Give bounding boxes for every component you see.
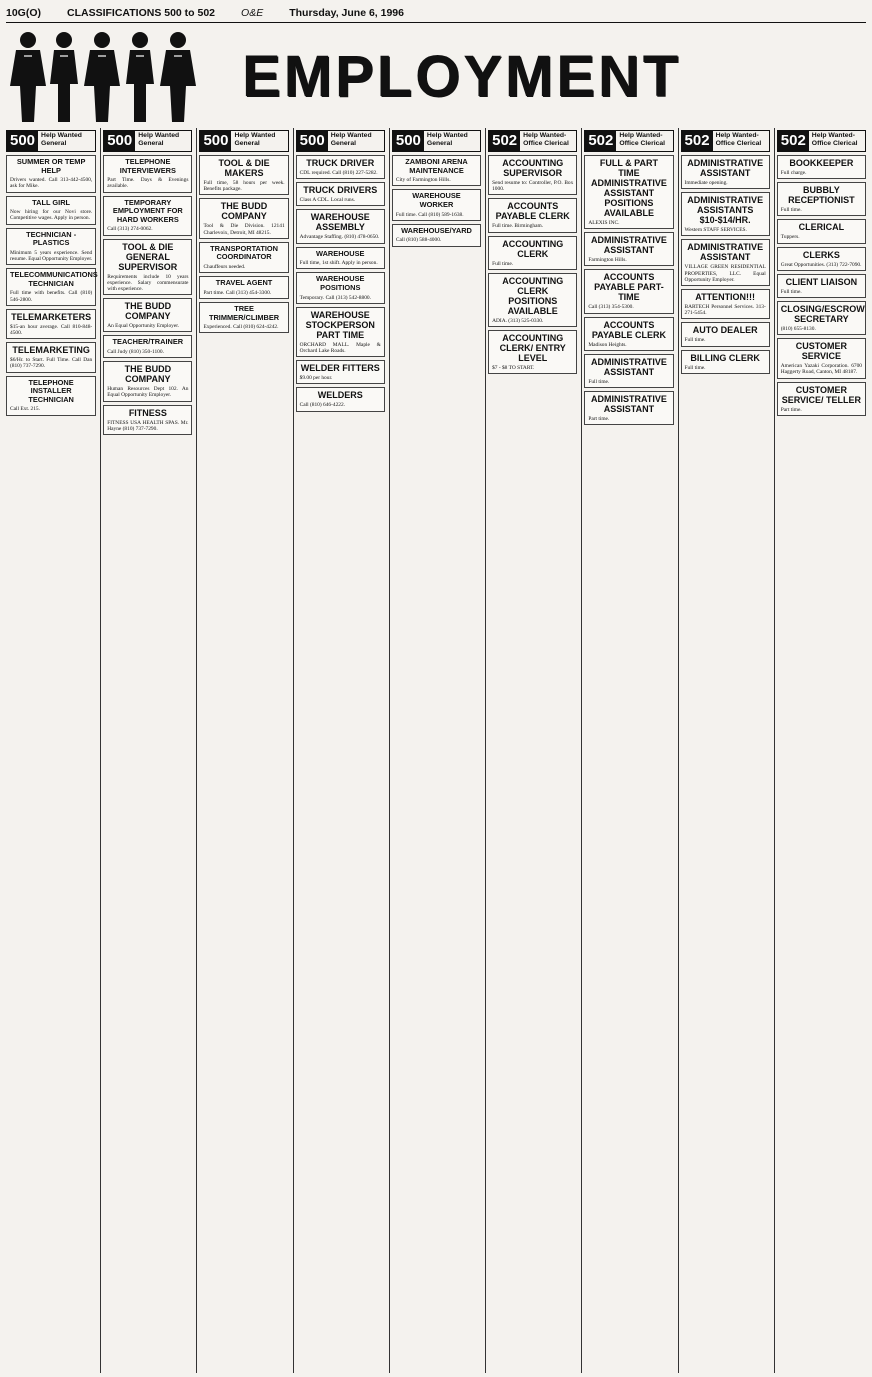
ad-body: Chauffeurs needed. [203, 264, 246, 270]
section-label: Help Wanted-Office Clerical [619, 132, 666, 147]
ad-body: Great Opportunities. (313) 722-7090. [780, 261, 862, 268]
classified-ad [199, 276, 288, 299]
ad-body: Call Judy (810) 350-1100. [107, 348, 164, 355]
ad-body: Full time with benefits. Call (810) 546-2800. [10, 290, 93, 303]
ad-body: Minimum 5 years experience. Send resume. Equal Opportunity Employer. [10, 249, 93, 262]
ad-title: TALL GIRL [32, 197, 71, 207]
classified-ad [392, 224, 481, 247]
classified-ad [296, 155, 385, 179]
section-label: Help Wanted-Office Clerical [523, 132, 569, 147]
classified-ad [6, 309, 96, 339]
ad-body: Advantage Staffing. (810) 478-0650. [299, 234, 380, 241]
ad-title: TELEMARKETING [12, 345, 90, 356]
classified-ad [296, 360, 385, 384]
classifications-range: CLASSIFICATIONS 500 to 502 [67, 7, 216, 19]
classified-ad [6, 342, 96, 372]
ad-body: Madison Heights. [588, 341, 627, 348]
ad-title: CLOSING/ESCROW SECRETARY [780, 304, 865, 325]
classified-ad [681, 192, 770, 236]
ad-title: TRUCK DRIVER [306, 158, 375, 168]
ad-body: An Equal Opportunity Employer. [107, 323, 180, 330]
ad-body: VILLAGE GREEN RESIDENTIAL PROPERTIES, LLC. Equal Opportunity Employer. [684, 264, 766, 283]
ad-body: Full time, 58 hours per week. Benefits package. [203, 180, 285, 193]
classified-column [100, 128, 194, 1373]
ad-body: Part time. Call (313) 454-3300. [203, 289, 272, 296]
employment-banner [6, 26, 866, 126]
classified-ad [681, 239, 770, 286]
classified-ad [681, 155, 770, 189]
classified-ad [681, 350, 770, 374]
classified-ad [296, 387, 385, 411]
classified-ad [488, 236, 577, 270]
ad-body: ORCHARD MALL. Maple & Orchard Lake Roads. [299, 341, 381, 354]
ad-body: FITNESS USA HEALTH SPAS. Mr. Hayne (810) 737-7290. [107, 419, 189, 432]
ad-title: ATTENTION!!! [695, 292, 756, 303]
classified-ad [488, 330, 577, 374]
ad-title: ACCOUNTING CLERK/ ENTRY LEVEL [499, 333, 566, 364]
section-label: Help Wanted General [41, 132, 82, 147]
ad-title: ADMINISTRATIVE ASSISTANT [591, 356, 667, 377]
section-number: 502 [778, 131, 809, 151]
ad-title: ACCOUNTS PAYABLE CLERK [591, 319, 667, 340]
classified-ad [296, 272, 385, 303]
ad-body: Now hiring for our Novi store. Competitive wages. Apply in person. [10, 209, 93, 222]
ad-body: Full time. [780, 207, 802, 214]
ad-title: BILLING CLERK [690, 352, 760, 363]
ad-body: Call (313) 274-0062. [107, 226, 153, 233]
ad-title: CUSTOMER SERVICE/ TELLER [781, 384, 862, 405]
ad-body: Drivers wanted. Call 313-442-4500, ask for Mike. [10, 177, 93, 190]
section-number: 500 [297, 131, 328, 151]
ad-body: $6/Hr. to Start. Full Time. Call Dan (810) 737-7290. [10, 357, 93, 370]
ad-title: THE BUDD COMPANY [124, 364, 172, 385]
classified-ad [777, 382, 866, 416]
ad-body: Call (810) 588-4000. [395, 237, 442, 244]
ad-title: ACCOUNTS PAYABLE PART-TIME [594, 272, 664, 303]
classified-ad [392, 189, 481, 220]
ad-title: FULL & PART TIME ADMINISTRATIVE ASSISTANT POSITIONS AVAILABLE [591, 158, 667, 218]
classified-ad [6, 268, 96, 306]
ad-title: WAREHOUSE [316, 248, 365, 258]
classified-ad [777, 301, 866, 335]
classified-ad [488, 273, 577, 327]
ad-body: Requirements include 10 years experience. Salary commensurate with experience. [107, 273, 189, 292]
classified-ad [103, 239, 192, 296]
classified-ad [103, 155, 192, 193]
classified-ad [488, 155, 577, 195]
ad-title: CLERKS [802, 249, 840, 260]
ad-body: Full charge. [780, 170, 807, 176]
section-header [199, 130, 288, 152]
ad-title: WAREHOUSE ASSEMBLY [310, 212, 370, 233]
classified-ad [6, 228, 96, 266]
classified-ad [103, 196, 192, 236]
ad-body: Full time, 1st shift. Apply in person. [299, 260, 378, 267]
ad-body: $7 - $8 TO START. [492, 365, 535, 372]
ad-body: $9.00 per hour. [299, 375, 333, 382]
classified-column [485, 128, 579, 1373]
ad-title: ACCOUNTING CLERK POSITIONS AVAILABLE [502, 275, 564, 316]
publication-name: O&E [241, 7, 264, 19]
ad-title: BOOKKEEPER [789, 158, 854, 168]
ad-body: CDL required. Call (810) 227-5282. [299, 170, 378, 176]
classified-ad [296, 209, 385, 243]
ad-title: WAREHOUSE WORKER [412, 191, 461, 209]
ad-title: TEACHER/TRAINER [112, 337, 184, 347]
ad-body: City of Farmington Hills. [395, 177, 451, 184]
section-number: 500 [7, 131, 38, 151]
classified-ad [199, 242, 288, 273]
classified-ad [392, 155, 481, 186]
ad-title: CUSTOMER SERVICE [795, 341, 848, 362]
classified-ad [296, 307, 385, 357]
ad-title: ADMINISTRATIVE ASSISTANT [687, 158, 764, 178]
classified-ad [777, 219, 866, 243]
section-number: 500 [200, 131, 231, 151]
classified-ad [777, 274, 866, 298]
classified-ad [103, 361, 192, 401]
classified-ad [103, 335, 192, 358]
ad-body: Full time. [684, 337, 706, 344]
banner-title: EMPLOYMENT [242, 43, 682, 109]
classified-ad [103, 298, 192, 332]
section-label: Help Wanted General [234, 132, 276, 147]
ad-title: SUMMER OR TEMP HELP [16, 157, 86, 175]
ad-body: Full time. Birmingham. [492, 223, 544, 230]
ad-title: TELECOMMUNICATIONS TECHNICIAN [10, 270, 98, 288]
section-label: Help Wanted General [426, 132, 468, 147]
ad-title: ADMINISTRATIVE ASSISTANT [687, 242, 764, 263]
section-header [103, 130, 192, 152]
classified-column [581, 128, 675, 1373]
ad-title: TREE TRIMMER/CLIMBER [208, 304, 280, 322]
classified-ad [6, 155, 96, 193]
classified-column [389, 128, 483, 1373]
ad-body: Immediate opening. [684, 180, 728, 186]
ad-title: TOOL & DIE MAKERS [218, 158, 270, 178]
classified-ad [103, 405, 192, 435]
ad-title: ACCOUNTING SUPERVISOR [502, 158, 564, 178]
ad-title: ADMINISTRATIVE ASSISTANT [591, 235, 667, 256]
ad-title: THE BUDD COMPANY [220, 201, 268, 222]
ad-title: CLERICAL [798, 222, 845, 233]
ad-body: Full time. [588, 378, 610, 385]
classified-ad [199, 198, 288, 238]
section-header [6, 130, 96, 152]
classified-ad [777, 182, 866, 216]
ad-body: Tuppers. [780, 234, 800, 241]
ad-body: Full time. Call (810) 589-1638. [395, 211, 464, 218]
ad-title: BUBBLY RECEPTIONIST [788, 185, 855, 206]
section-header [777, 130, 866, 152]
classified-column [678, 128, 772, 1373]
ad-title: TELEPHONE INSTALLER TECHNICIAN [28, 377, 74, 404]
ad-title: ACCOUNTING CLERK [502, 238, 564, 259]
ad-title: WELDER FITTERS [300, 363, 380, 374]
classified-ad [199, 155, 288, 195]
section-header [584, 130, 673, 152]
ad-body: Send resume to: Controller, P.O. Box 1000. [492, 180, 574, 193]
classified-ad [681, 322, 770, 346]
ad-title: TRANSPORTATION COORDINATOR [210, 243, 278, 262]
classified-ad [296, 247, 385, 270]
classified-ad [488, 198, 577, 232]
ad-title: WELDERS [317, 390, 363, 401]
top-rule [6, 22, 866, 23]
classified-column [4, 128, 98, 1373]
issue-date: Thursday, June 6, 1996 [289, 7, 404, 19]
ad-body: Class A CDL. Local runs. [299, 197, 356, 204]
ad-title: FITNESS [128, 407, 167, 418]
section-number: 500 [393, 131, 424, 151]
ad-title: ZAMBONI ARENA MAINTENANCE [405, 157, 468, 175]
classified-column [196, 128, 290, 1373]
classified-column [774, 128, 868, 1373]
ad-title: WAREHOUSE STOCKPERSON PART TIME [305, 309, 375, 340]
ad-body: Experienced. Call (810) 624-4242. [203, 324, 279, 331]
classified-column [293, 128, 387, 1373]
ad-body: Part time. [588, 416, 610, 423]
classified-ad [681, 289, 770, 319]
ad-body: $15-an hour average. Call 810-848-4500. [10, 323, 93, 336]
ad-body: Part Time. Days & Evenings available. [107, 177, 189, 190]
ad-title: ADMINISTRATIVE ASSISTANTS $10-$14/HR. [687, 195, 764, 226]
section-number: 500 [104, 131, 135, 151]
section-header [296, 130, 385, 152]
ad-body: ADIA. (313) 525-0330. [492, 317, 544, 324]
section-label: Help Wanted General [138, 132, 180, 147]
classified-ad [584, 232, 673, 266]
section-number: 502 [585, 131, 616, 151]
classified-ad [296, 182, 385, 206]
ad-title: THE BUDD COMPANY [124, 301, 172, 322]
workers-figures-icon [6, 26, 206, 126]
section-number: 502 [489, 131, 520, 151]
ad-title: TECHNICIAN - PLASTICS [26, 229, 77, 248]
running-head [6, 4, 866, 22]
section-label: Help Wanted-Office Clerical [715, 132, 762, 147]
ad-title: ADMINISTRATIVE ASSISTANT [591, 394, 667, 415]
section-label: Help Wanted General [330, 132, 372, 147]
ad-body: (810) 655-8130. [780, 326, 816, 333]
classified-ad [777, 247, 866, 271]
ad-title: TRUCK DRIVERS [303, 185, 378, 196]
section-header [392, 130, 481, 152]
classified-ad [584, 155, 673, 229]
section-header [681, 130, 770, 152]
classified-columns [4, 128, 868, 1373]
section-header [488, 130, 577, 152]
ad-title: TELEMARKETERS [11, 311, 92, 322]
ad-body: Call (810) 646-4222. [299, 402, 346, 409]
ad-body: Full time. [492, 260, 514, 267]
ad-body: Call (313) 354-5300. [588, 304, 634, 311]
classified-ad [584, 391, 673, 425]
ad-title: TELEPHONE INTERVIEWERS [119, 157, 176, 175]
ad-body: American Yazaki Corporation. 6700 Haggerty Road, Canton, MI 48187. [780, 363, 862, 376]
classified-ad [6, 196, 96, 225]
page-number: 10G(O) [6, 7, 42, 19]
classified-ad [777, 155, 866, 179]
ad-body: Call Ext. 215. [10, 406, 40, 413]
ad-body: Full time. [684, 364, 706, 371]
classified-ad [6, 376, 96, 416]
ad-body: BARTECH Personnel Services. 313-271-5454. [684, 304, 766, 317]
ad-title: WAREHOUSE POSITIONS [316, 274, 365, 292]
ad-body: Farmington Hills. [588, 257, 627, 264]
classified-ad [777, 338, 866, 378]
section-number: 502 [682, 131, 713, 151]
ad-body: Temporary. Call (313) 542-8800. [299, 294, 371, 301]
section-label: Help Wanted-Office Clerical [811, 132, 858, 147]
ad-body: ALEXIS INC. [588, 220, 620, 226]
classified-ad [584, 269, 673, 313]
ad-body: Human Resources Dept 102. An Equal Opportunity Employer. [107, 386, 189, 399]
ad-title: AUTO DEALER [692, 325, 758, 336]
ad-title: TOOL & DIE GENERAL SUPERVISOR [118, 241, 178, 272]
classified-ad [584, 317, 673, 351]
ad-body: Tool & Die Division. 12141 Charlevoix, Detroit, MI 48215. [203, 223, 285, 236]
ad-body: Western STAFF SERVICES. [684, 227, 747, 234]
ad-title: TRAVEL AGENT [215, 278, 273, 288]
ad-body: Full time. [780, 288, 802, 295]
classified-ad [584, 354, 673, 388]
ad-title: TEMPORARY EMPLOYMENT FOR HARD WORKERS [112, 197, 183, 224]
ad-title: CLIENT LIAISON [785, 276, 858, 287]
ad-title: WAREHOUSE/YARD [401, 225, 472, 235]
ad-body: Part time. [780, 406, 802, 413]
ad-title: ACCOUNTS PAYABLE CLERK [495, 201, 570, 222]
classified-ad [199, 302, 288, 333]
